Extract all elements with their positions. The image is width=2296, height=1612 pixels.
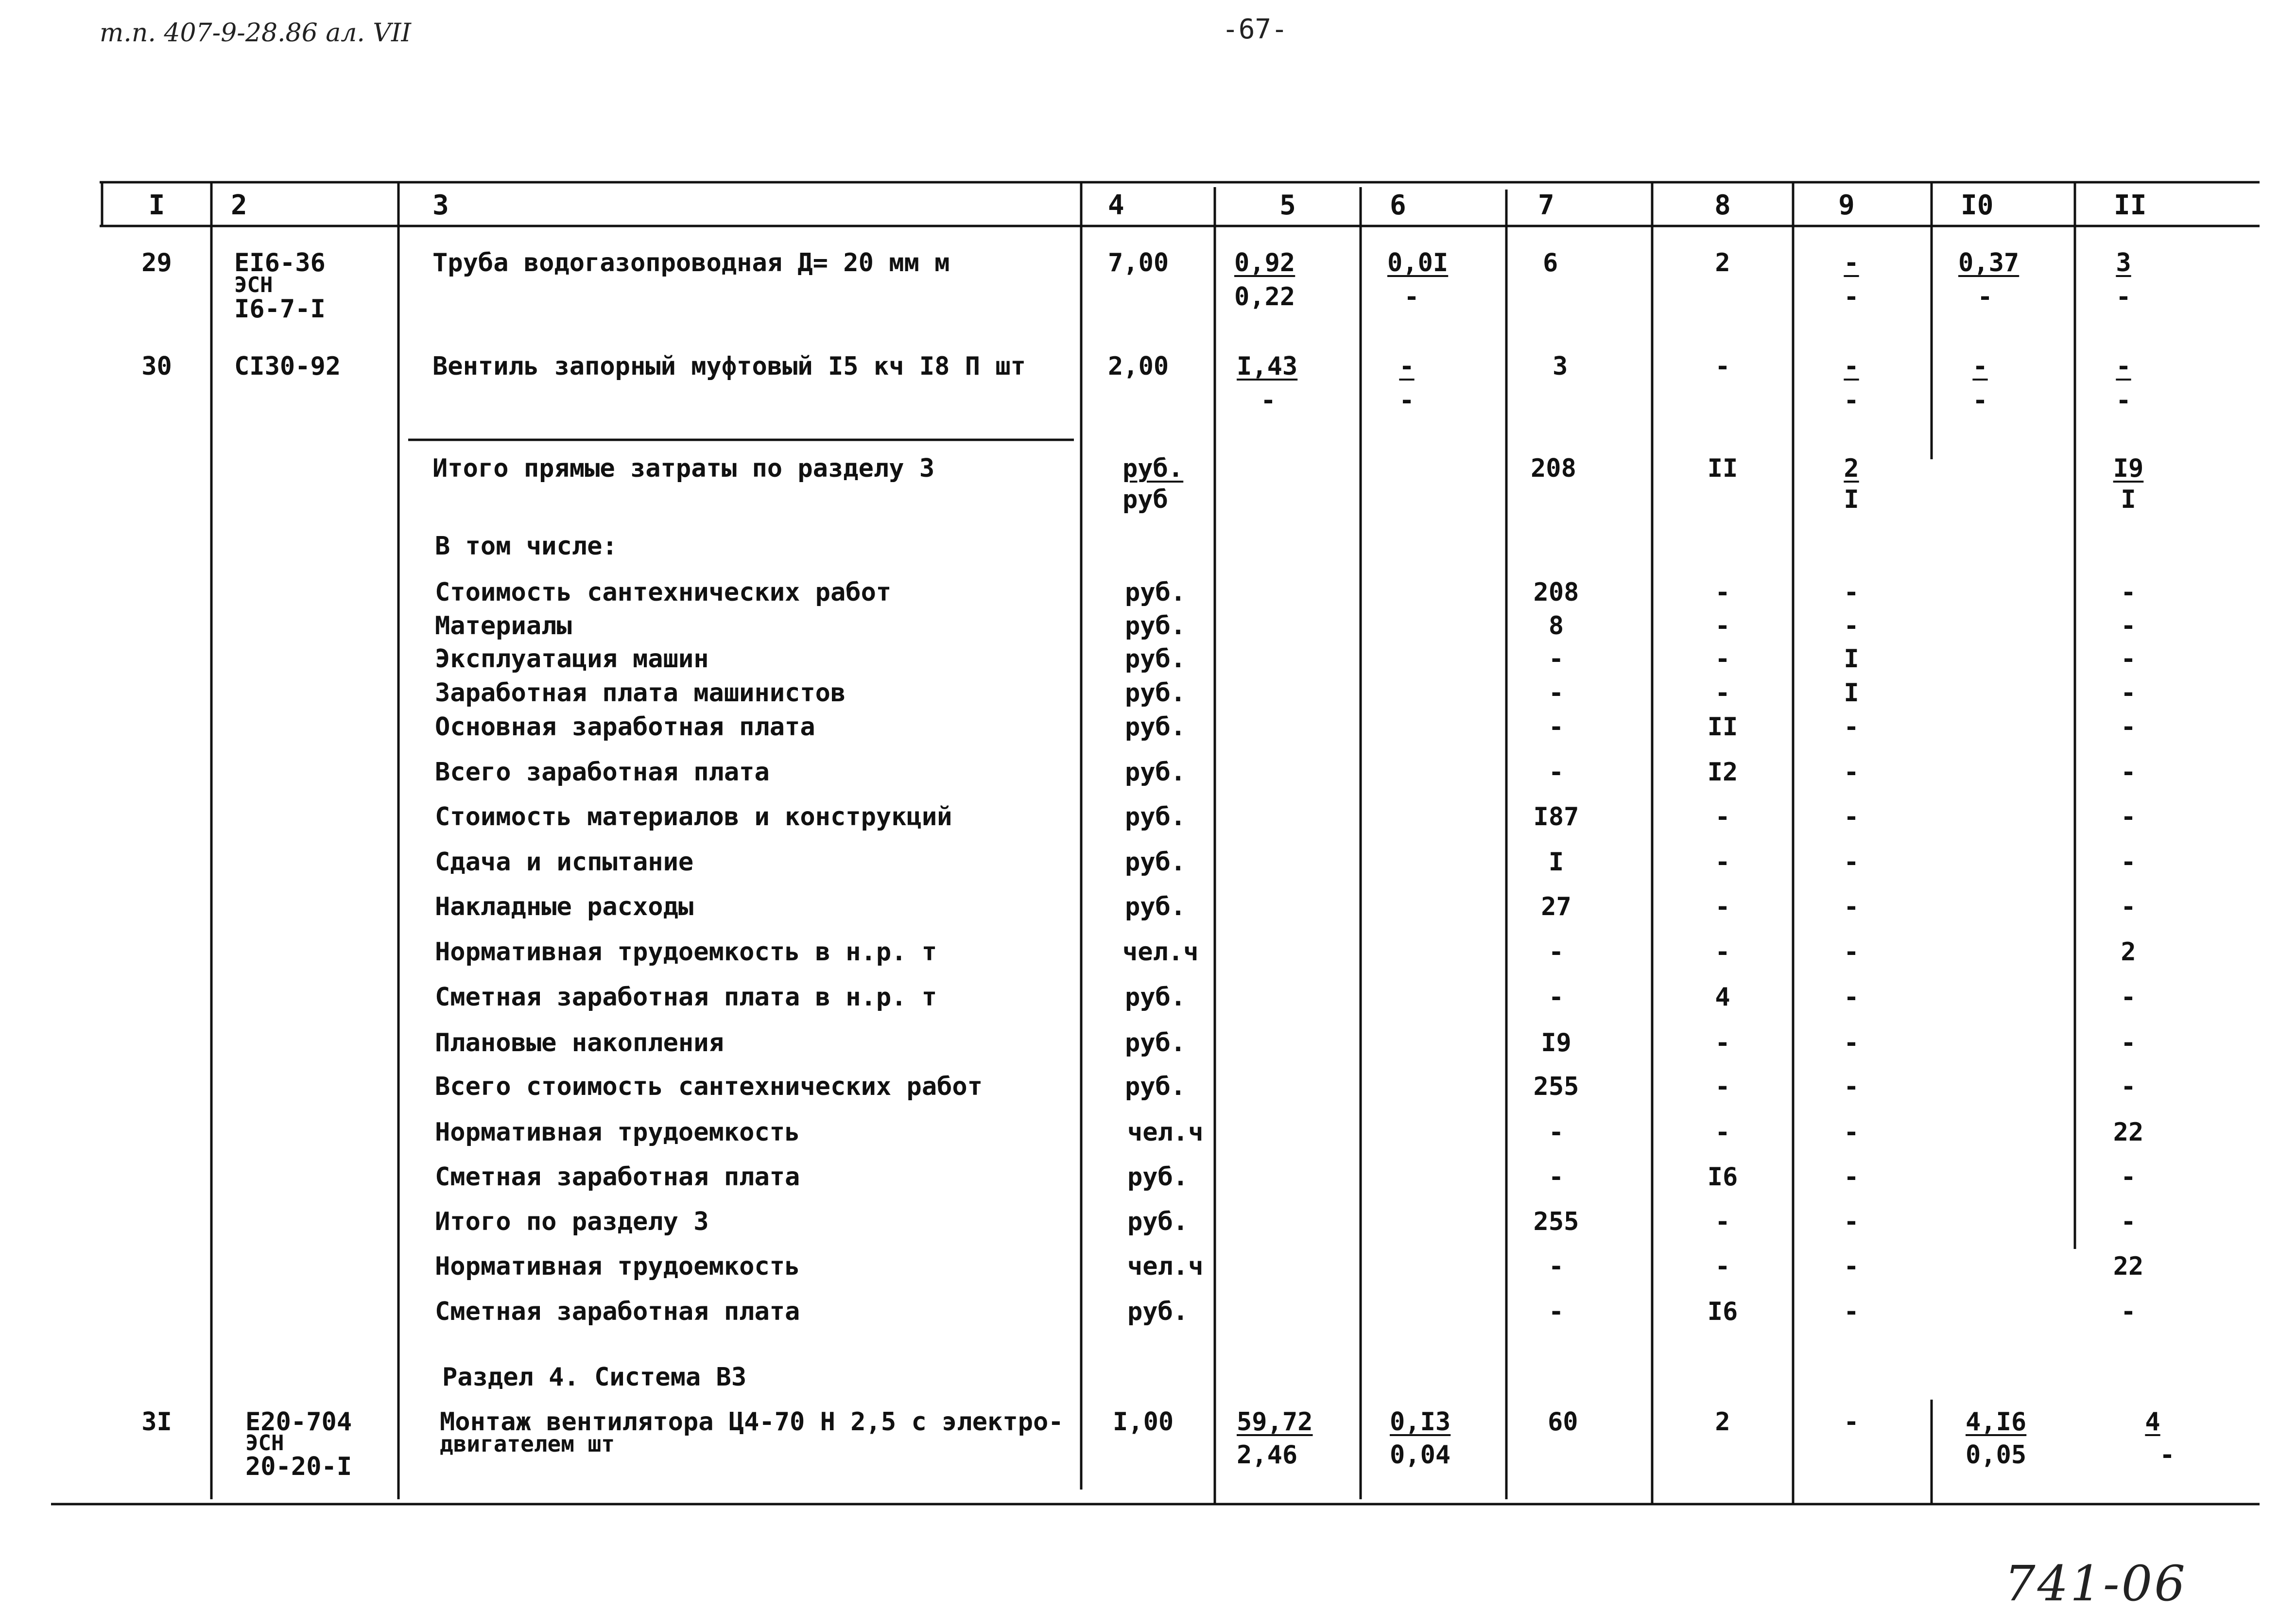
breakdown-unit: руб. <box>1125 802 1186 832</box>
unit-cost: 59,72 <box>1237 1407 1313 1437</box>
breakdown-unit: руб. <box>1127 1162 1189 1192</box>
breakdown-unit: руб. <box>1125 1028 1186 1057</box>
row-code-line: СI30-92 <box>234 352 341 381</box>
column-header-6: 6 <box>1390 190 1406 221</box>
breakdown-col9: - <box>1844 1118 1859 1147</box>
col10-sub: - <box>1972 386 1988 415</box>
breakdown-col9: - <box>1844 1252 1859 1281</box>
breakdown-col7: I <box>1548 848 1564 877</box>
quantity: 7,00 <box>1108 248 1169 277</box>
subtotal-col9: 2 <box>1844 454 1859 483</box>
breakdown-col7: - <box>1548 1252 1564 1281</box>
machine-cost: - <box>1399 352 1415 381</box>
breakdown-label: Заработная плата машинистов <box>435 678 846 708</box>
row-description: Вентиль запорный муфтовый I5 кч I8 П шт <box>432 352 1026 381</box>
breakdown-col11: - <box>2121 848 2136 877</box>
breakdown-col7: - <box>1548 712 1564 742</box>
breakdown-unit: чел.ч <box>1127 1118 1204 1147</box>
breakdown-label: Основная заработная плата <box>435 712 815 742</box>
col9-value: - <box>1844 352 1859 381</box>
breakdown-col9: - <box>1844 578 1859 607</box>
breakdown-col8: - <box>1715 1028 1730 1057</box>
breakdown-col9: - <box>1844 758 1859 787</box>
breakdown-col7: 255 <box>1533 1072 1579 1101</box>
col11-sub: - <box>2159 1440 2175 1470</box>
row-number: 30 <box>141 352 172 381</box>
breakdown-label: Нормативная трудоемкость <box>435 1118 800 1147</box>
breakdown-col8: 4 <box>1715 983 1730 1012</box>
breakdown-label: Сметная заработная плата в н.р. т <box>435 983 937 1012</box>
breakdown-col11: - <box>2121 1297 2136 1326</box>
breakdown-col11: - <box>2121 1162 2136 1192</box>
breakdown-col11: 22 <box>2113 1252 2144 1281</box>
col11-value: - <box>2116 352 2131 381</box>
breakdown-col11: - <box>2121 802 2136 832</box>
col10-value: 4,I6 <box>1966 1407 2027 1437</box>
breakdown-col11: - <box>2121 892 2136 921</box>
col9-value: - <box>1844 1407 1859 1437</box>
breakdown-col11: - <box>2121 611 2136 641</box>
unit-cost-sub: 2,46 <box>1237 1440 1298 1470</box>
breakdown-col8: - <box>1715 802 1730 832</box>
breakdown-col11: - <box>2121 1072 2136 1101</box>
machine-cost: 0,0I <box>1387 248 1449 277</box>
breakdown-col8: - <box>1715 937 1730 967</box>
breakdown-col7: - <box>1548 1118 1564 1147</box>
breakdown-label: Эксплуатация машин <box>435 644 709 674</box>
breakdown-col7: 255 <box>1533 1207 1579 1236</box>
breakdown-unit: чел.ч <box>1127 1252 1204 1281</box>
wage-cost: 2 <box>1715 248 1730 277</box>
total-cost: 6 <box>1543 248 1558 277</box>
wage-cost: - <box>1715 352 1730 381</box>
subtotal-col7: 208 <box>1531 454 1576 483</box>
col10-sub: 0,05 <box>1966 1440 2027 1470</box>
section-title: Раздел 4. Система В3 <box>442 1363 747 1392</box>
breakdown-unit: руб. <box>1125 644 1186 674</box>
breakdown-col11: - <box>2121 578 2136 607</box>
col9-sub: - <box>1844 282 1859 312</box>
breakdown-unit: руб. <box>1125 892 1186 921</box>
breakdown-label: Сметная заработная плата <box>435 1297 800 1326</box>
row-code-line: ЭСН <box>234 273 273 297</box>
breakdown-col7: - <box>1548 644 1564 674</box>
row-number: 29 <box>141 248 172 277</box>
breakdown-label: Нормативная трудоемкость в н.р. т <box>435 937 937 967</box>
machine-cost-sub: - <box>1404 282 1419 312</box>
breakdown-label: Сметная заработная плата <box>435 1162 800 1192</box>
total-cost: 60 <box>1548 1407 1578 1437</box>
breakdown-label: Итого по разделу 3 <box>435 1207 709 1236</box>
breakdown-col7: 27 <box>1541 892 1571 921</box>
breakdown-col8: - <box>1715 1072 1730 1101</box>
breakdown-label: Сдача и испытание <box>435 848 694 877</box>
breakdown-col8: I2 <box>1707 758 1738 787</box>
row-number: 3I <box>141 1407 172 1437</box>
breakdown-unit: руб. <box>1125 1072 1186 1101</box>
machine-cost-sub: - <box>1399 386 1415 415</box>
breakdown-col8: - <box>1715 1207 1730 1236</box>
unit-cost: I,43 <box>1237 352 1298 381</box>
breakdown-col11: - <box>2121 758 2136 787</box>
breakdown-col9: - <box>1844 892 1859 921</box>
breakdown-col8: - <box>1715 892 1730 921</box>
breakdown-col9: - <box>1844 983 1859 1012</box>
breakdown-col8: - <box>1715 848 1730 877</box>
breakdown-col9: - <box>1844 611 1859 641</box>
col11-value: 4 <box>2145 1407 2160 1437</box>
col10-value: - <box>1972 352 1988 381</box>
breakdown-label: Стоимость сантехнических работ <box>435 578 892 607</box>
column-header-5: 5 <box>1279 190 1296 221</box>
quantity: 2,00 <box>1108 352 1169 381</box>
breakdown-col7: 208 <box>1533 578 1579 607</box>
column-header-10: I0 <box>1961 190 1994 221</box>
subtotal-col11-sub: I <box>2121 485 2136 514</box>
breakdown-unit: руб. <box>1125 848 1186 877</box>
unit-cost-sub: - <box>1260 386 1276 415</box>
breakdown-unit: руб. <box>1127 1207 1189 1236</box>
breakdown-col9: - <box>1844 1028 1859 1057</box>
breakdown-col7: - <box>1548 983 1564 1012</box>
breakdown-label: Плановые накопления <box>435 1028 724 1057</box>
breakdown-col7: I87 <box>1533 802 1579 832</box>
row-description: Монтаж вентилятора Ц4-70 Н 2,5 с электро- <box>440 1407 1064 1437</box>
breakdown-col11: - <box>2121 678 2136 708</box>
breakdown-col7: I9 <box>1541 1028 1571 1057</box>
wage-cost: 2 <box>1715 1407 1730 1437</box>
subtotal-label: Итого прямые затраты по разделу 3 <box>432 454 935 483</box>
machine-cost-sub: 0,04 <box>1390 1440 1451 1470</box>
breakdown-col7: - <box>1548 1297 1564 1326</box>
breakdown-label: Всего заработная плата <box>435 758 770 787</box>
breakdown-label: Накладные расходы <box>435 892 694 921</box>
machine-cost: 0,I3 <box>1390 1407 1451 1437</box>
breakdown-unit: руб. <box>1127 1297 1189 1326</box>
breakdown-label: Нормативная трудоемкость <box>435 1252 800 1281</box>
breakdown-col11: - <box>2121 644 2136 674</box>
row-code-line: E20-704 <box>245 1407 352 1437</box>
row-code-line: EI6-36 <box>234 248 326 277</box>
breakdown-col8: - <box>1715 578 1730 607</box>
breakdown-label: Всего стоимость сантехнических работ <box>435 1072 983 1101</box>
breakdown-col11: 2 <box>2121 937 2136 967</box>
subtotal-col9-sub: I <box>1844 485 1859 514</box>
column-header-7: 7 <box>1538 190 1554 221</box>
breakdown-col8: I6 <box>1707 1297 1738 1326</box>
breakdown-col8: - <box>1715 611 1730 641</box>
column-header-4: 4 <box>1108 190 1124 221</box>
subtotal-col11: I9 <box>2113 454 2144 483</box>
column-header-8: 8 <box>1714 190 1731 221</box>
breakdown-col11: 22 <box>2113 1118 2144 1147</box>
column-header-3: 3 <box>432 190 449 221</box>
breakdown-col7: - <box>1548 678 1564 708</box>
row-description: Труба водогазопроводная Д= 20 мм м <box>432 248 950 277</box>
breakdown-col7: - <box>1548 1162 1564 1192</box>
including-label: В том числе: <box>435 532 618 561</box>
breakdown-col9: - <box>1844 1072 1859 1101</box>
breakdown-col11: - <box>2121 983 2136 1012</box>
column-header-11: II <box>2114 190 2147 221</box>
breakdown-label: Стоимость материалов и конструкций <box>435 802 952 832</box>
breakdown-col8: - <box>1715 644 1730 674</box>
breakdown-unit: руб. <box>1125 758 1186 787</box>
breakdown-col8: - <box>1715 1252 1730 1281</box>
row-code-line: ЭСН <box>245 1431 284 1456</box>
breakdown-col9: I <box>1844 678 1859 708</box>
breakdown-col9: - <box>1844 848 1859 877</box>
breakdown-col11: - <box>2121 1207 2136 1236</box>
subtotal-unit-sub: руб <box>1122 485 1168 514</box>
column-header-9: 9 <box>1838 190 1855 221</box>
col11-sub: - <box>2116 282 2131 312</box>
page-number: -67- <box>1222 14 1288 45</box>
breakdown-col7: - <box>1548 758 1564 787</box>
breakdown-unit: руб. <box>1125 578 1186 607</box>
column-header-1: I <box>148 190 165 221</box>
breakdown-col8: - <box>1715 678 1730 708</box>
quantity: I,00 <box>1113 1407 1174 1437</box>
breakdown-col8: II <box>1707 712 1738 742</box>
col9-value: - <box>1844 248 1859 277</box>
breakdown-col8: I6 <box>1707 1162 1738 1192</box>
breakdown-col9: - <box>1844 1207 1859 1236</box>
breakdown-unit: руб. <box>1125 678 1186 708</box>
col11-sub: - <box>2116 386 2131 415</box>
archive-stamp: 741-06 <box>2004 1555 2187 1612</box>
breakdown-col7: 8 <box>1548 611 1564 641</box>
unit-cost-sub: 0,22 <box>1234 282 1295 312</box>
col10-sub: - <box>1977 282 1993 312</box>
col9-sub: - <box>1844 386 1859 415</box>
col11-value: 3 <box>2116 248 2131 277</box>
breakdown-col7: - <box>1548 937 1564 967</box>
breakdown-col8: - <box>1715 1118 1730 1147</box>
unit-cost: 0,92 <box>1234 248 1295 277</box>
breakdown-unit: руб. <box>1125 611 1186 641</box>
breakdown-col11: - <box>2121 1028 2136 1057</box>
row-description-line2: двигателем шт <box>440 1431 615 1457</box>
row-code-line: 20-20-I <box>245 1452 352 1481</box>
subtotal-unit: руб. <box>1122 454 1184 483</box>
breakdown-label: Материалы <box>435 611 572 641</box>
subtotal-col8: II <box>1707 454 1738 483</box>
breakdown-col9: - <box>1844 937 1859 967</box>
breakdown-col9: - <box>1844 712 1859 742</box>
column-header-2: 2 <box>231 190 247 221</box>
breakdown-col9: I <box>1844 644 1859 674</box>
breakdown-unit: чел.ч <box>1122 937 1199 967</box>
row-code-line: I6-7-I <box>234 295 326 324</box>
total-cost: 3 <box>1553 352 1568 381</box>
breakdown-unit: руб. <box>1125 712 1186 742</box>
col10-value: 0,37 <box>1958 248 2020 277</box>
document-reference: т.п. 407-9-28.86 ал. VII <box>100 18 412 48</box>
breakdown-col9: - <box>1844 1297 1859 1326</box>
breakdown-col9: - <box>1844 802 1859 832</box>
breakdown-unit: руб. <box>1125 983 1186 1012</box>
breakdown-col9: - <box>1844 1162 1859 1192</box>
breakdown-col11: - <box>2121 712 2136 742</box>
